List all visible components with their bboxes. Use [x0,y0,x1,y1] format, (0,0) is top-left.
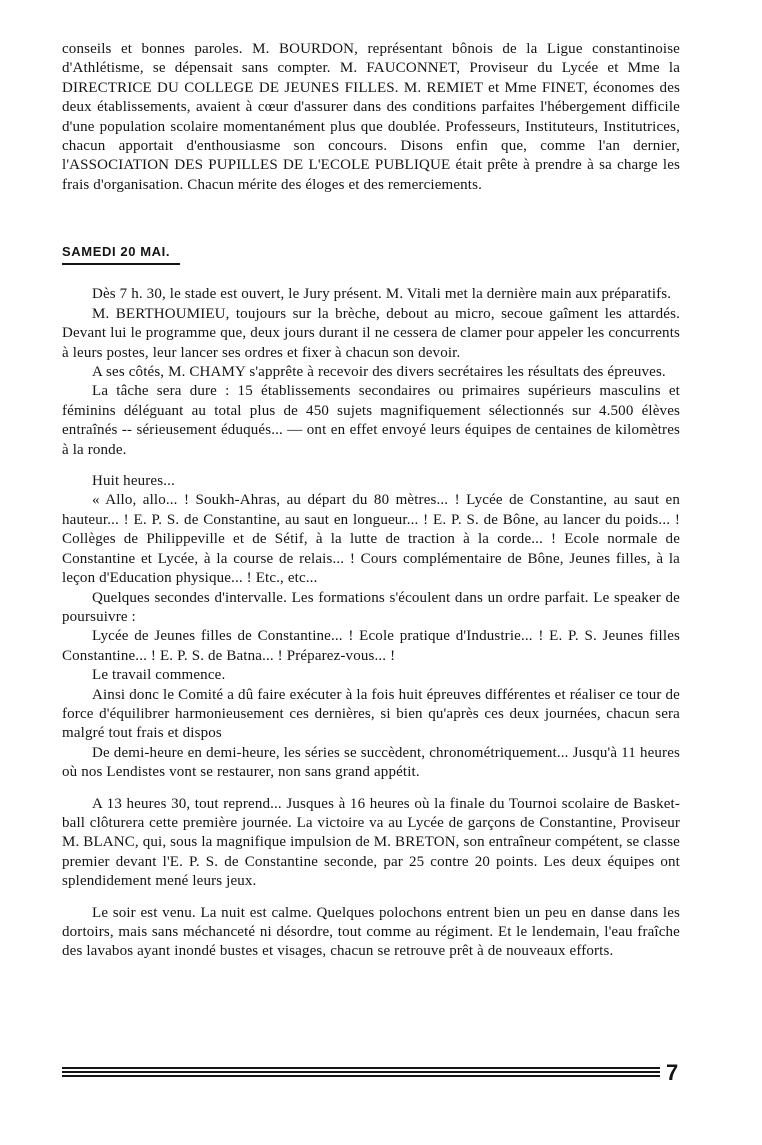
paragraph: M. BERTHOUMIEU, toujours sur la brèche, debout au micro, secoue gaîment les attardés. Devant lui le programme que, deux jours durant il ne cessera de clamer pour appeler les concurrents à leurs postes, leur lancer ses ordres et fixer à chacun son devoir. [62,305,680,361]
paragraph: La tâche sera dure : 15 établissements secondaires ou primaires supérieurs masculins et féminins déléguant au total plus de 450 sujets magnifiquement sélectionnés sur 4.500 élèves entraînés -- sérieusement éduqués... — ont en effet envoyé leurs équipes de centaines de kilomètres à la ronde. [62,383,680,458]
intro-paragraph: conseils et bonnes paroles. M. BOURDON, représentant bônois de la Ligue constantinoise d'Athlétisme, se dépensait sans compter. M. FAUCONNET, Proviseur du Lycée et Mme la DIRECTRICE DU COLLEGE DE JEUNES FILLES. M. REMIET et Mme FINET, économes des deux établissements, avaient à cœur d'assurer dans des conditions parfaites l'hébergement difficile d'une population scolaire momentanément plus que doublée. Professeurs, Instituteurs, Institutrices, chacun apportait d'enthousiasme son concours. Disons enfin que, comme l'an dernier, l'ASSOCIATION DES PUPILLES DE L'ECOLE PUBLIQUE était prête à prendre à sa charge les frais d'organisation. Chacun mérite des éloges et des remerciements. [62,41,680,193]
paragraph: Ainsi donc le Comité a dû faire exécuter à la fois huit épreuves différentes et réaliser ce tour de force d'équilibrer harmonieusement ces dernières, si bien qu'après ces deux journées, chacun sera malgré tout frais et dispos [62,686,680,742]
paragraph: Lycée de Jeunes filles de Constantine... ! Ecole pratique d'Industrie... ! E. P. S. Jeunes filles Constantine... ! E. P. S. de Batna... ! Préparez-vous... ! [62,628,680,664]
section-samedi [62,242,680,962]
intro-text [62,40,680,195]
page-number: 7 [666,1060,679,1085]
paragraph: Huit heures... [92,473,175,490]
footer-rule [62,1067,660,1081]
paragraph: De demi-heure en demi-heure, les séries se succèdent, chronométriquement... Jusqu'à 11 heures où nos Lendistes vont se restaurer, non sans grand appétit. [62,744,680,781]
paragraph: Le travail commence. [92,667,226,684]
paragraph: A ses côtés, M. CHAMY s'apprête à recevoir des divers secrétaires les résultats des épreuves. [92,364,666,381]
paragraph: « Allo, allo... ! Soukh-Ahras, au départ du 80 mètres... ! Lycée de Constantine, au saut en hauteur... ! E. P. S. de Constantine, au saut en longueur... ! E. P. S. de Bône, au lancer du poids... ! Collèges de Philippeville et de Sétif, à la lutte de traction à la corde... ! Ecole normale de Constantine et Lycée, à la course de relais... ! Cours complémentaire de Bône, Jeunes filles, à la leçon d'Education physique... ! Etc., etc... [62,492,680,587]
section-heading: SAMEDI 20 MAI. [62,242,180,265]
paragraph: Dès 7 h. 30, le stade est ouvert, le Jury présent. M. Vitali met la dernière main aux préparatifs. [92,286,672,303]
paragraph: Quelques secondes d'intervalle. Les formations s'écoulent dans un ordre parfait. Le speaker de poursuivre : [62,589,680,625]
paragraph: Le soir est venu. La nuit est calme. Quelques polochons entrent bien un peu en danse dans les dortoirs, mais sans méchanceté ni désordre, tout comme au régiment. Et le lendemain, l'eau fraîche des lavabos ayant inondé bustes et visages, chacun se retrouve prêt à de nouveaux efforts. [62,904,680,960]
paragraph: A 13 heures 30, tout reprend... Jusques à 16 heures où la finale du Tournoi scolaire de Basket-ball clôturera cette première journée. La victoire va au Lycée de garçons de Constantine, Proviseur M. BLANC, qui, sous la magnifique impulsion de M. BRETON, son entraîneur compétent, se classe premier devant l'E. P. S. de Constantine seconde, par 25 contre 20 points. Les deux équipes ont splendidement mené leurs jeux. [62,795,680,890]
